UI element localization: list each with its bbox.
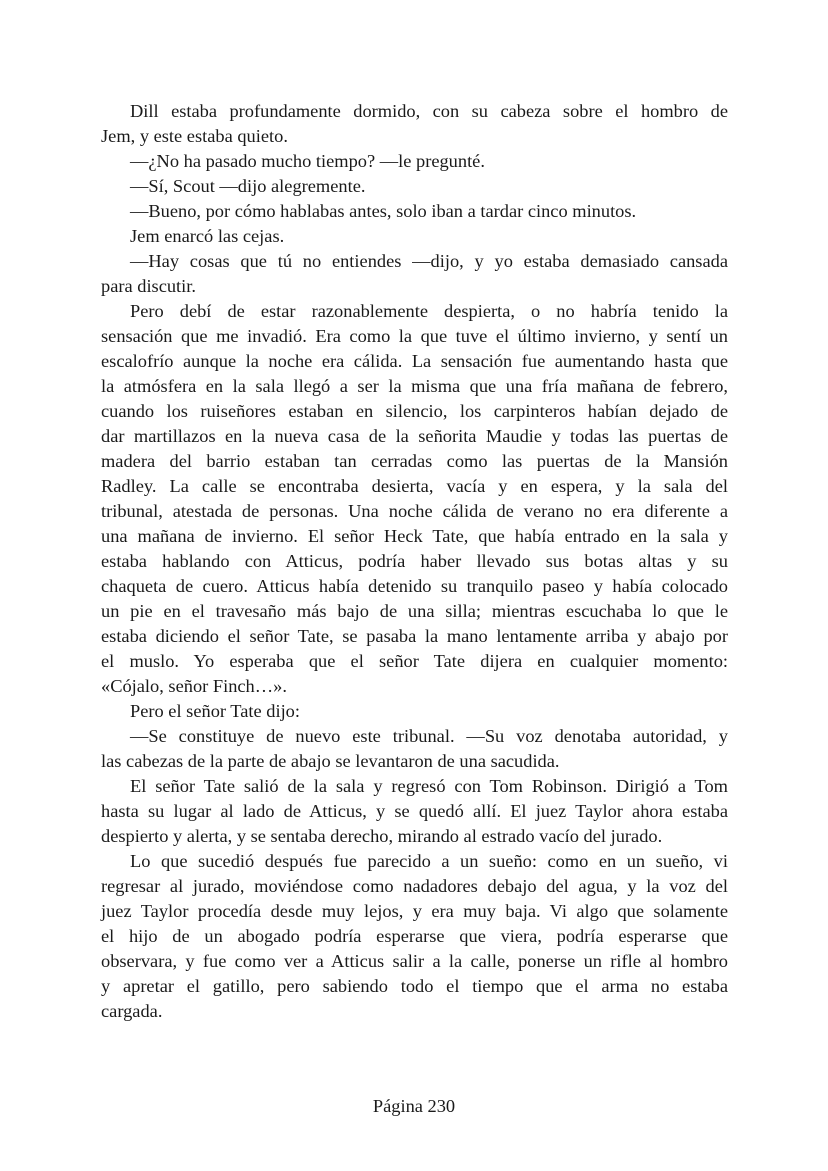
paragraph xyxy=(101,849,728,1024)
paragraph xyxy=(101,174,728,199)
text-line: Jem, y este estaba quieto. xyxy=(101,126,288,146)
paragraph xyxy=(101,224,728,249)
text-line: un pie en el travesaño más bajo de una silla; mientras escuchaba lo que le xyxy=(101,601,728,621)
text-line: —Se constituye de nuevo este tribunal. —Su voz denotaba autoridad, y xyxy=(130,726,728,746)
paragraph xyxy=(101,99,728,149)
paragraph xyxy=(101,699,728,724)
text-line: —¿No ha pasado mucho tiempo? —le pregunté. xyxy=(130,151,485,171)
text-line: El señor Tate salió de la sala y regresó con Tom Robinson. Dirigió a Tom xyxy=(130,776,728,796)
text-line: hasta su lugar al lado de Atticus, y se quedó allí. El juez Taylor ahora estaba xyxy=(101,801,728,821)
body-text xyxy=(101,99,728,1024)
text-line: Pero debí de estar razonablemente despierta, o no habría tenido la xyxy=(130,301,728,321)
text-line: tribunal, atestada de personas. Una noche cálida de verano no era diferente a xyxy=(101,501,728,521)
text-line: Jem enarcó las cejas. xyxy=(130,226,285,246)
text-line: madera del barrio estaban tan cerradas como las puertas de la Mansión xyxy=(101,451,728,471)
text-line: «Cójalo, señor Finch…». xyxy=(101,676,287,696)
text-line: despierto y alerta, y se sentaba derecho, mirando al estrado vacío del jurado. xyxy=(101,826,663,846)
paragraph xyxy=(101,724,728,774)
text-line: las cabezas de la parte de abajo se levantaron de una sacudida. xyxy=(101,751,560,771)
paragraph xyxy=(101,199,728,224)
paragraph xyxy=(101,149,728,174)
text-line: regresar al jurado, moviéndose como nadadores debajo del agua, y la voz del xyxy=(101,876,728,896)
text-line: escalofrío aunque la noche era cálida. La sensación fue aumentando hasta que xyxy=(101,351,728,371)
page-number: Página 230 xyxy=(372,1096,456,1116)
text-line: —Bueno, por cómo hablabas antes, solo iban a tardar cinco minutos. xyxy=(130,201,637,221)
text-line: juez Taylor procedía desde muy lejos, y era muy baja. Vi algo que solamente xyxy=(101,901,728,921)
text-line: para discutir. xyxy=(101,276,196,296)
paragraph xyxy=(101,299,728,699)
text-line: Dill estaba profundamente dormido, con su cabeza sobre el hombro de xyxy=(130,101,728,121)
text-line: estaba hablando con Atticus, podría haber llevado sus botas altas y su xyxy=(101,551,728,571)
text-line: y apretar el gatillo, pero sabiendo todo el tiempo que el arma no estaba xyxy=(101,976,728,996)
text-line: cargada. xyxy=(101,1001,163,1021)
text-line: estaba diciendo el señor Tate, se pasaba la mano lentamente arriba y abajo por xyxy=(101,626,728,646)
text-line: —Sí, Scout —dijo alegremente. xyxy=(130,176,366,196)
text-line: Radley. La calle se encontraba desierta, vacía y en espera, y la sala del xyxy=(101,476,728,496)
text-line: observara, y fue como ver a Atticus salir a la calle, ponerse un rifle al hombro xyxy=(101,951,728,971)
text-line: cuando los ruiseñores estaban en silencio, los carpinteros habían dejado de xyxy=(101,401,728,421)
paragraph xyxy=(101,774,728,849)
text-line: —Hay cosas que tú no entiendes —dijo, y yo estaba demasiado cansada xyxy=(130,251,728,271)
text-line: una mañana de invierno. El señor Heck Tate, que había entrado en la sala y xyxy=(101,526,728,546)
text-line: dar martillazos en la nueva casa de la señorita Maudie y todas las puertas de xyxy=(101,426,728,446)
text-line: Pero el señor Tate dijo: xyxy=(130,701,300,721)
paragraph xyxy=(101,249,728,299)
text-line: sensación que me invadió. Era como la que tuve el último invierno, y sentí un xyxy=(101,326,728,346)
text-line: el muslo. Yo esperaba que el señor Tate dijera en cualquier momento: xyxy=(101,651,728,671)
text-line: la atmósfera en la sala llegó a ser la misma que una fría mañana de febrero, xyxy=(101,376,728,396)
text-line: el hijo de un abogado podría esperarse que viera, podría esperarse que xyxy=(101,926,728,946)
text-line: chaqueta de cuero. Atticus había detenido su tranquilo paseo y había colocado xyxy=(101,576,728,596)
text-line: Lo que sucedió después fue parecido a un sueño: como en un sueño, vi xyxy=(130,851,728,871)
